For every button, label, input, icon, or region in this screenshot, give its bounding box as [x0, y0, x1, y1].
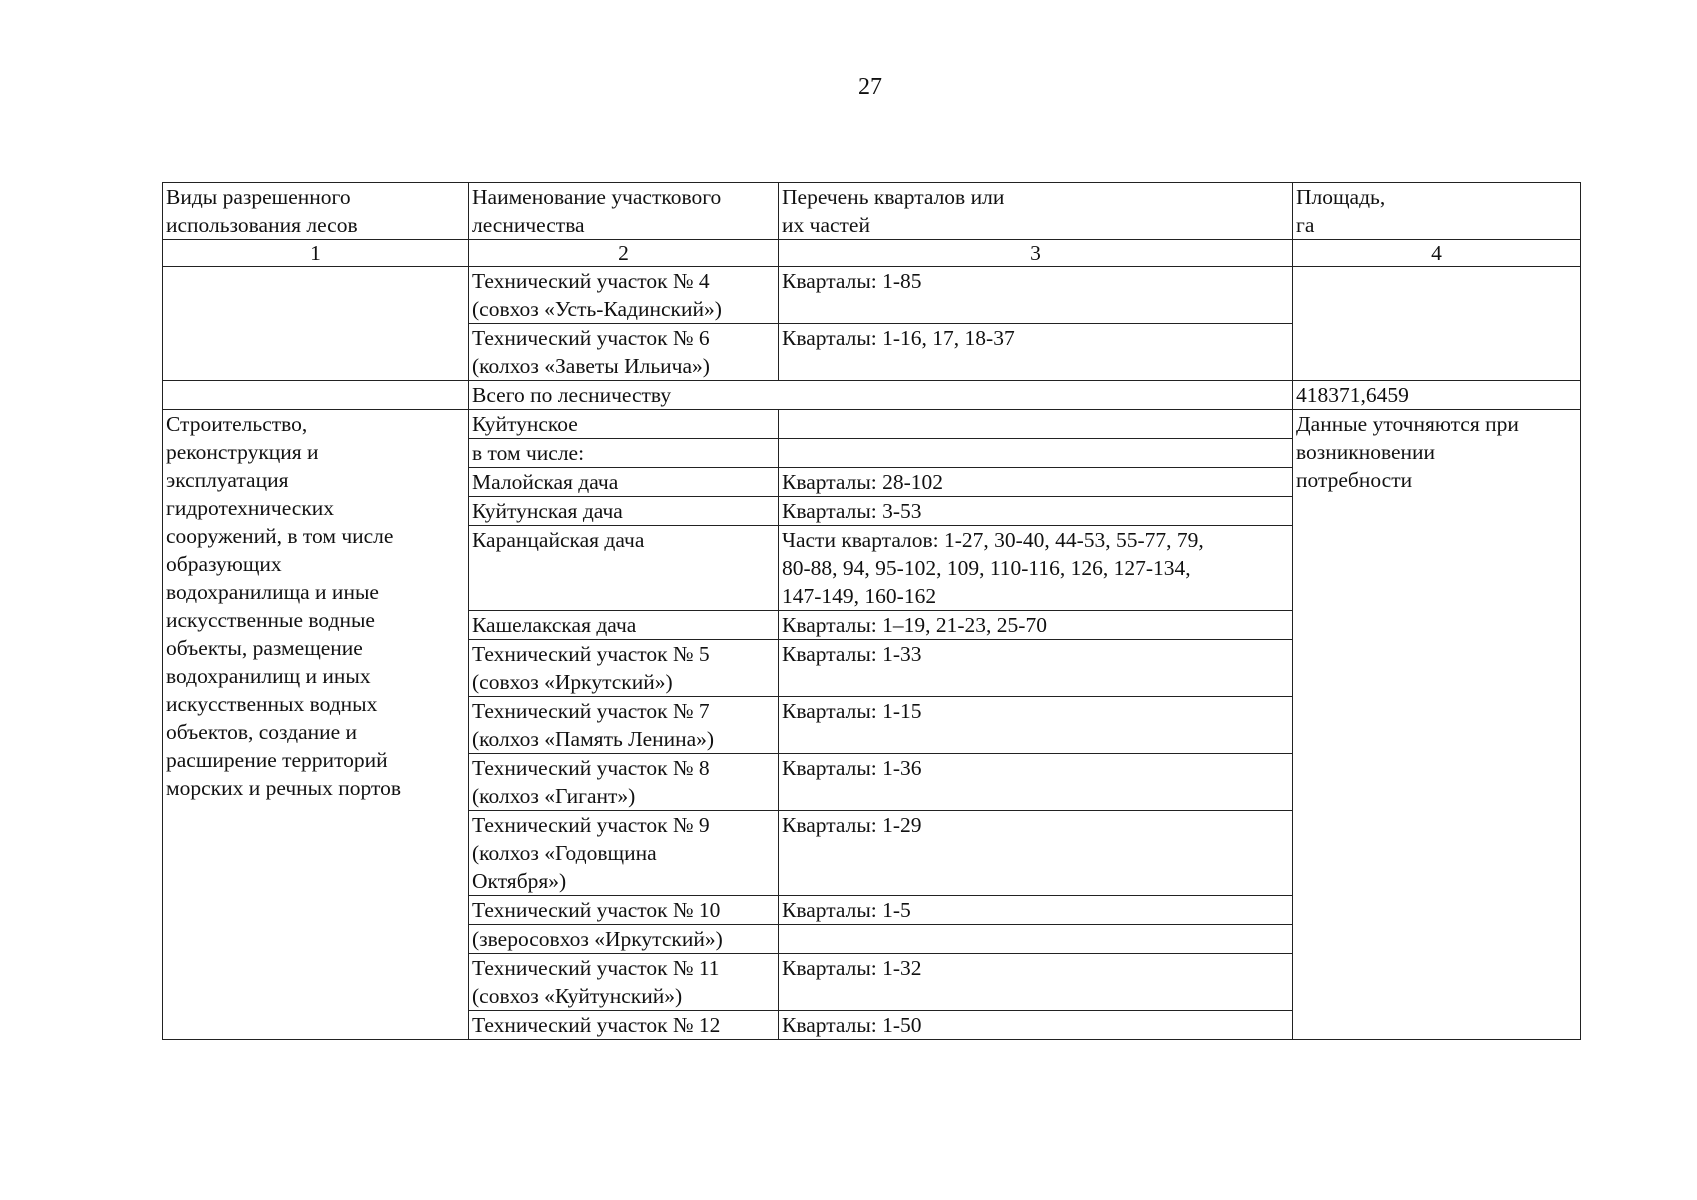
total-row: [163, 381, 1581, 410]
forestry-name-cell: Технический участок № 9 (колхоз «Годовщина Октября»): [469, 811, 779, 896]
quarters-cell: [779, 410, 1293, 439]
header-quarters: Перечень кварталов или их частей: [779, 183, 1293, 240]
column-number-4: 4: [1293, 240, 1581, 267]
forestry-name-cell: Малойская дача: [469, 468, 779, 497]
total-label: Всего по лесничеству: [469, 381, 1293, 410]
quarters-cell: Кварталы: 1–19, 21-23, 25-70: [779, 611, 1293, 640]
forestry-name-cell: Технический участок № 4 (совхоз «Усть-Кадинский»): [469, 267, 779, 324]
quarters-cell: Кварталы: 1-5: [779, 896, 1293, 925]
header-use-type: Виды разрешенного использования лесов: [163, 183, 469, 240]
forestry-name-cell: Кашелакская дача: [469, 611, 779, 640]
quarters-cell: Кварталы: 3-53: [779, 497, 1293, 526]
column-number-2: 2: [469, 240, 779, 267]
forestry-name-cell: Технический участок № 5 (совхоз «Иркутский»): [469, 640, 779, 697]
forestry-name-cell: Куйтунская дача: [469, 497, 779, 526]
forestry-name-cell: Технический участок № 7 (колхоз «Память Ленина»): [469, 697, 779, 754]
quarters-cell: Кварталы: 1-15: [779, 697, 1293, 754]
quarters-cell: Кварталы: 1-36: [779, 754, 1293, 811]
forestry-name-cell: Технический участок № 11 (совхоз «Куйтунский»): [469, 954, 779, 1011]
use-type-cell: Строительство, реконструкция и эксплуатация гидротехнических сооружений, в том числе образующих водохранилища и иные искусственные водные объекты, размещение водохранилищ и иных искусственных водных объектов, создание и расширение территорий морских и речных портов: [163, 410, 469, 1040]
forestry-name-cell: Технический участок № 6 (колхоз «Заветы Ильича»): [469, 324, 779, 381]
page-number: 27: [858, 74, 882, 100]
forest-use-table: [162, 182, 1581, 1040]
quarters-cell: Кварталы: 1-33: [779, 640, 1293, 697]
column-number-row: [163, 240, 1581, 267]
forestry-name-cell: Технический участок № 12: [469, 1011, 779, 1040]
table-row: [163, 267, 1581, 324]
quarters-cell: [779, 439, 1293, 468]
column-number-3: 3: [779, 240, 1293, 267]
column-number-1: 1: [163, 240, 469, 267]
area-note-cell: Данные уточняются при возникновении потребности: [1293, 410, 1581, 1040]
quarters-cell: [779, 925, 1293, 954]
quarters-cell: Кварталы: 1-29: [779, 811, 1293, 896]
empty-use-type-cell: [163, 267, 469, 381]
forestry-name-cell: Каранцайская дача: [469, 526, 779, 611]
quarters-cell: Кварталы: 28-102: [779, 468, 1293, 497]
total-area: 418371,6459: [1293, 381, 1581, 410]
forestry-name-cell: в том числе:: [469, 439, 779, 468]
forestry-name-cell: (зверосовхоз «Иркутский»): [469, 925, 779, 954]
quarters-cell: Кварталы: 1-85: [779, 267, 1293, 324]
empty-area-cell: [1293, 267, 1581, 381]
forestry-name-cell: Технический участок № 10: [469, 896, 779, 925]
table-header-row: [163, 183, 1581, 240]
quarters-cell: Кварталы: 1-32: [779, 954, 1293, 1011]
table-row: [163, 410, 1581, 439]
forestry-name-cell: Технический участок № 8 (колхоз «Гигант»): [469, 754, 779, 811]
empty-cell: [163, 381, 469, 410]
quarters-cell: Кварталы: 1-16, 17, 18-37: [779, 324, 1293, 381]
quarters-cell: Части кварталов: 1-27, 30-40, 44-53, 55-77, 79, 80-88, 94, 95-102, 109, 110-116, 126, 127-134, 147-149, 160-162: [779, 526, 1293, 611]
header-area: Площадь, га: [1293, 183, 1581, 240]
forestry-name-cell: Куйтунское: [469, 410, 779, 439]
quarters-cell: Кварталы: 1-50: [779, 1011, 1293, 1040]
header-forestry-name: Наименование участкового лесничества: [469, 183, 779, 240]
